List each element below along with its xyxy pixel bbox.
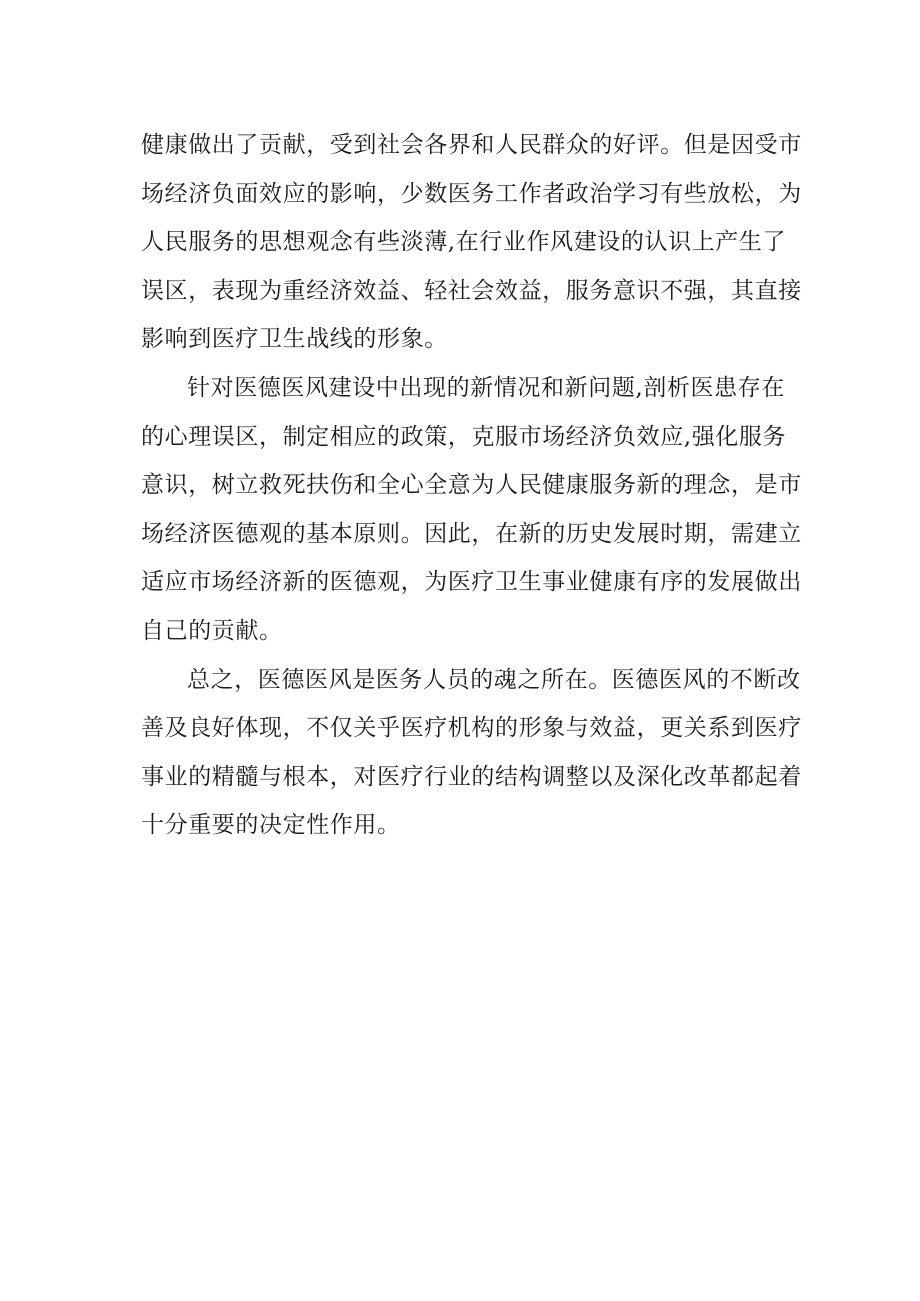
paragraph-1 bbox=[141, 121, 802, 364]
text-line: 意识，树立救死扶伤和全心全意为人民健康服务新的理念，是市 bbox=[141, 472, 802, 499]
text-line: 针对医德医风建设中出现的新情况和新问题,剖析医患存在 bbox=[187, 374, 785, 401]
text-line: 误区，表现为重经济效益、轻社会效益，服务意识不强，其直接 bbox=[141, 277, 802, 304]
text-line: 善及良好体现，不仅关乎医疗机构的形象与效益，更关系到医疗 bbox=[141, 715, 802, 742]
text-line: 场经济医德观的基本原则。因此，在新的历史发展时期，需建立 bbox=[141, 520, 802, 547]
text-line: 影响到医疗卫生战线的形象。 bbox=[141, 326, 448, 353]
text-line: 事业的精髓与根本，对医疗行业的结构调整以及深化改革都起着 bbox=[141, 763, 802, 790]
text-line: 总之，医德医风是医务人员的魂之所在。医德医风的不断改 bbox=[187, 666, 801, 693]
paragraph-2 bbox=[141, 364, 802, 656]
paragraph-3 bbox=[141, 656, 802, 850]
text-line: 的心理误区，制定相应的政策，克服市场经济负效应,强化服务 bbox=[141, 423, 787, 450]
text-line: 健康做出了贡献，受到社会各界和人民群众的好评。但是因受市 bbox=[141, 132, 802, 158]
document-body bbox=[141, 121, 802, 850]
text-line: 人民服务的思想观念有些淡薄,在行业作风建设的认识上产生了 bbox=[141, 229, 787, 256]
text-line: 十分重要的决定性作用。 bbox=[141, 812, 401, 839]
text-line: 适应市场经济新的医德观，为医疗卫生事业健康有序的发展做出 bbox=[141, 569, 802, 596]
text-line: 自己的贡献。 bbox=[141, 617, 283, 644]
text-line: 场经济负面效应的影响，少数医务工作者政治学习有些放松，为 bbox=[141, 180, 802, 207]
